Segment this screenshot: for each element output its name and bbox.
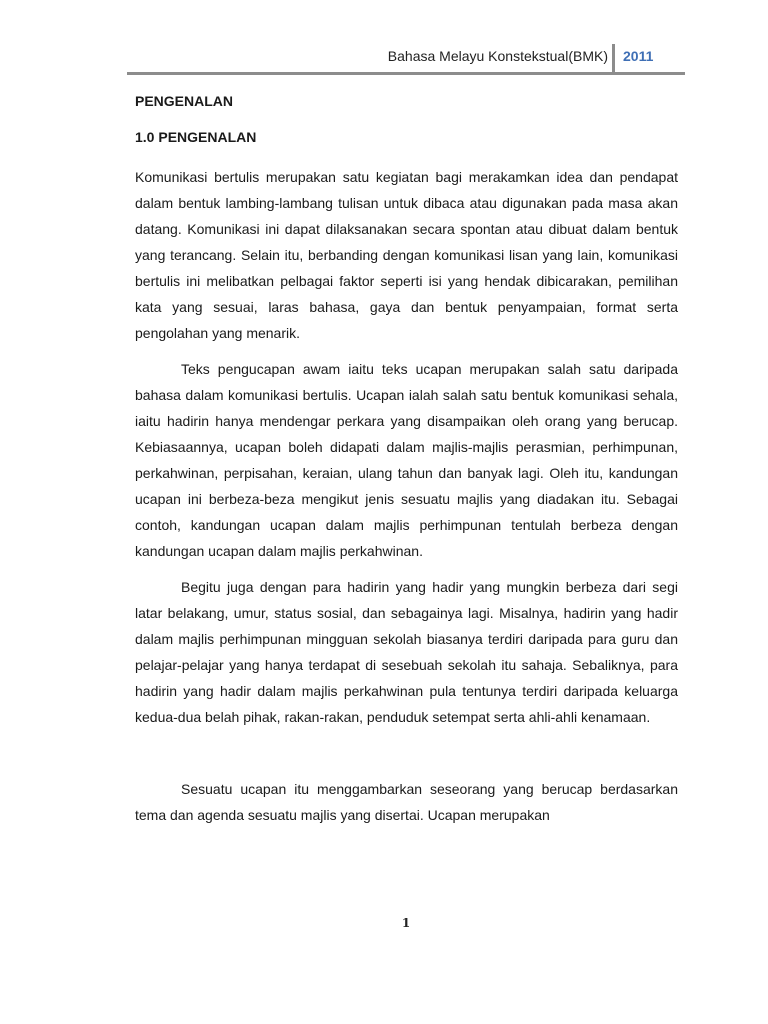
paragraph-2: Teks pengucapan awam iaitu teks ucapan merupakan salah satu daripada bahasa dalam komunikasi bertulis. Ucapan ialah salah satu bentuk komunikasi sehala, iaitu hadirin hanya mendengar perkara yang disampaikan oleh orang yang berucap. Kebiasaannya, ucapan boleh didapati dalam majlis-majlis perasmian, perhimpunan, perkahwinan, perpisahan, keraian, ulang tahun dan banyak lagi. Oleh itu, kandungan ucapan ini berbeza-beza mengikut jenis sesuatu majlis yang diadakan itu. Sebagai contoh, kandungan ucapan dalam majlis perhimpunan tentulah berbeza dengan kandungan ucapan dalam majlis perkahwinan. [135,361,678,559]
header-title: Bahasa Melayu Konstekstual(BMK) [387,48,608,64]
page-number: 1 [401,916,411,930]
document-body [135,92,678,828]
section-heading: 1.0 PENGENALAN [135,129,257,145]
paragraph-1: Komunikasi bertulis merupakan satu kegiatan bagi merakamkan idea dan pendapat dalam bentuk lambing-lambang tulisan untuk dibaca atau digunakan pada masa akan datang. Komunikasi ini dapat dilaksanakan secara spontan atau dibuat dalam bentuk yang terancang. Selain itu, berbanding dengan komunikasi lisan yang lain, komunikasi bertulis ini melibatkan pelbagai faktor seperti isi yang hendak dibicarakan, pemilihan kata yang sesuai, laras bahasa, gaya dan bentuk penyampaian, format serta pengolahan yang menarik. [135,169,678,341]
paragraph-4: Sesuatu ucapan itu menggambarkan seseorang yang berucap berdasarkan tema dan agenda sesuatu majlis yang disertai. Ucapan merupakan [135,781,678,823]
header-rule [127,72,685,75]
header-year: 2011 [623,48,654,64]
header-separator [612,44,615,74]
main-heading: PENGENALAN [135,93,234,109]
paragraph-3: Begitu juga dengan para hadirin yang hadir yang mungkin berbeza dari segi latar belakang, umur, status sosial, dan sebagainya lagi. Misalnya, hadirin yang hadir dalam majlis perhimpunan mingguan sekolah biasanya terdiri daripada para guru dan pelajar-pelajar yang hanya terdapat di sesebuah sekolah itu sahaja. Sebaliknya, para hadirin yang hadir dalam majlis perkahwinan pula tentunya terdiri daripada keluarga kedua-dua belah pihak, rakan-rakan, penduduk setempat serta ahli-ahli kenamaan. [135,579,678,725]
